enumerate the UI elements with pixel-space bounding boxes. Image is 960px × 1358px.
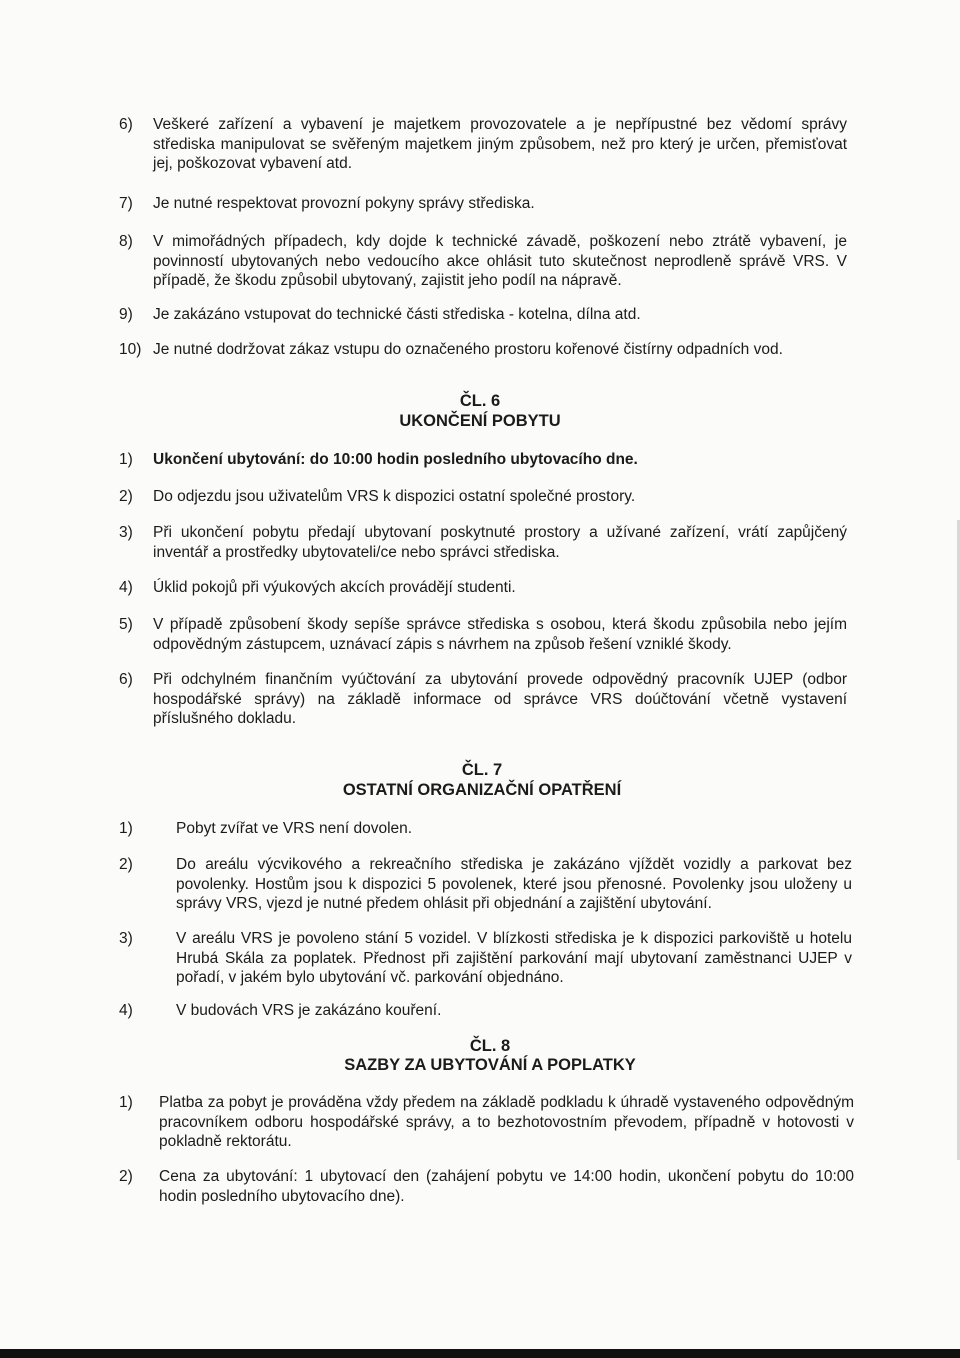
item-number: 1) [119, 820, 133, 837]
item-text: V mimořádných případech, kdy dojde k technické závadě, poškození nebo ztrátě vybavení, je povinností ubytovaných nebo vedoucího akce ohlásit tuto skutečnost neprodleně správě VRS. V případě, že škodu způsobil ubytovaný, zajistit jeho podíl na nápravě. [153, 233, 847, 289]
scan-bottom-edge [0, 1349, 960, 1358]
item-text: Pobyt zvířat ve VRS není dovolen. [176, 820, 413, 837]
article-7-number: ČL. 7 [461, 761, 503, 779]
item-number: 6) [119, 671, 133, 688]
list-item [119, 194, 847, 214]
list-item [119, 1001, 852, 1021]
item-number: 2) [119, 488, 133, 505]
item-text: Je nutné dodržovat zákaz vstupu do označeného prostoru kořenové čistírny odpadních vod. [153, 341, 783, 358]
item-text: Je nutné respektovat provozní pokyny správy střediska. [153, 195, 535, 212]
list-item [119, 819, 852, 839]
list-item [119, 615, 847, 654]
item-text: Při ukončení pobytu předají ubytovaní poskytnuté prostory a užívané zařízení, vrátí zapůjčený inventář a prostředky ubytovateli/ce nebo správci střediska. [153, 524, 847, 561]
item-number: 3) [119, 930, 133, 947]
item-number: 3) [119, 524, 133, 541]
item-text: V budovách VRS je zakázáno kouření. [176, 1002, 442, 1019]
list-item [119, 578, 847, 598]
item-number: 2) [119, 856, 133, 873]
item-number: 4) [119, 579, 133, 596]
item-number: 9) [119, 306, 133, 323]
item-text: Veškeré zařízení a vybavení je majetkem provozovatele a je nepřípustné bez vědomí správy střediska manipulovat se svěřeným majetkem jiným způsobem, než pro který je určen, přemisťovat jej, poškozovat vybavení atd. [153, 116, 847, 172]
item-number: 1) [119, 1094, 133, 1111]
list-item [119, 929, 852, 988]
list-item [119, 1167, 854, 1206]
item-text: Úklid pokojů při výukových akcích provádějí studenti. [153, 579, 516, 596]
item-text: V areálu VRS je povoleno stání 5 vozidel. V blízkosti střediska je k dispozici parkoviště u hotelu Hrubá Skála za poplatek. Přednost při zajištění parkování mají ubytovaní zaměstnanci UJEP v pořadí, v jakém bylo ubytování vč. parkování objednáno. [176, 930, 852, 986]
list-item [119, 855, 852, 914]
item-number: 8) [119, 233, 133, 250]
item-number: 10) [119, 341, 142, 358]
item-number: 7) [119, 195, 133, 212]
item-text: Do odjezdu jsou uživatelům VRS k dispozici ostatní společné prostory. [153, 488, 636, 505]
article-6-title: UKONČENÍ POBYTU [399, 412, 561, 430]
list-item [119, 232, 847, 291]
article-8-title: SAZBY ZA UBYTOVÁNÍ A POPLATKY [344, 1056, 636, 1074]
item-number: 4) [119, 1002, 133, 1019]
list-item [119, 305, 847, 325]
list-item [119, 340, 847, 360]
item-text: V případě způsobení škody sepíše správce střediska s osobou, která škodu způsobila nebo jejím odpovědným zástupcem, uznávací zápis s návrhem na způsob řešení vzniklé škody. [153, 616, 847, 653]
list-item [119, 450, 847, 470]
item-text: Do areálu výcvikového a rekreačního střediska je zakázáno vjíždět vozidly a parkovat bez povolenky. Hostům jsou k dispozici 5 povolenek, které jsou přenosné. Povolenky jsou uloženy u správy VRS, vjezd je nutné předem ohlásit při objednání a zajištění ubytování. [176, 856, 852, 912]
list-item [119, 115, 847, 174]
list-item [119, 523, 847, 562]
item-text: Je zakázáno vstupovat do technické části střediska - kotelna, dílna atd. [153, 306, 641, 323]
article-6-number: ČL. 6 [459, 392, 501, 410]
list-item [119, 487, 847, 507]
item-text: Ukončení ubytování: do 10:00 hodin posledního ubytovacího dne. [153, 451, 638, 468]
item-text: Platba za pobyt je prováděna vždy předem na základě podkladu k úhradě vystaveného odpovědným pracovníkem odboru hospodářské správy, a to bezhotovostním převodem, případně v hotovosti v pokladně rektorátu. [159, 1094, 854, 1150]
item-number: 6) [119, 116, 133, 133]
list-item [119, 1093, 854, 1152]
item-number: 2) [119, 1168, 133, 1185]
item-text: Při odchylném finančním vyúčtování za ubytování provede odpovědný pracovník UJEP (odbor hospodářské správy) na základě informace od správce VRS doúčtování včetně vystavení příslušného dokladu. [153, 671, 847, 727]
item-number: 5) [119, 616, 133, 633]
article-7-title: OSTATNÍ ORGANIZAČNÍ OPATŘENÍ [342, 781, 622, 799]
list-item [119, 670, 847, 729]
article-8-number: ČL. 8 [469, 1037, 511, 1055]
item-text: Cena za ubytování: 1 ubytovací den (zahájení pobytu ve 14:00 hodin, ukončení pobytu do 10:00 hodin posledního ubytovacího dne). [159, 1168, 854, 1205]
item-number: 1) [119, 451, 133, 468]
